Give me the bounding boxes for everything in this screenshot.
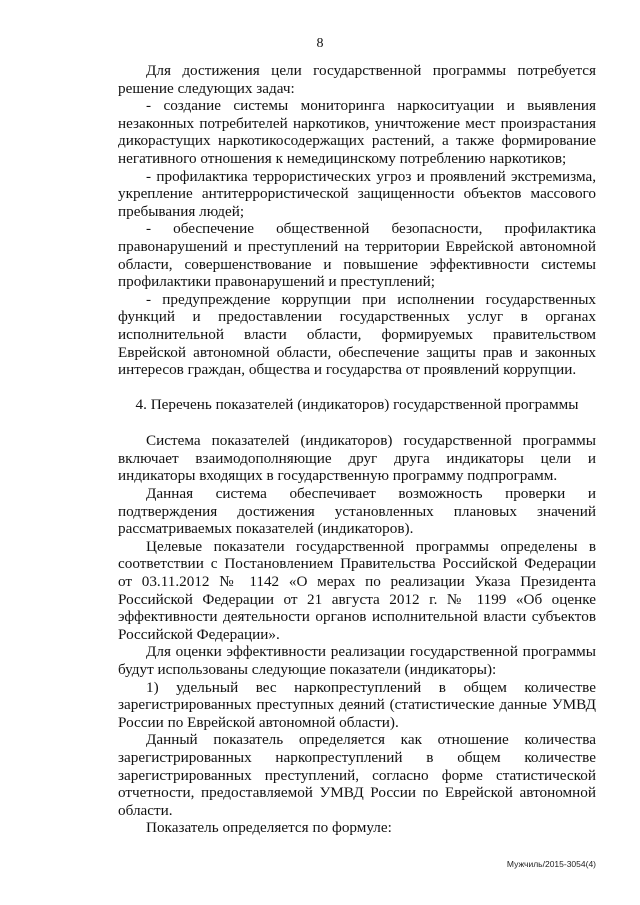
paragraph-task-monitoring: - создание системы мониторинга наркоситуации и выявления незаконных потребителей наркотиков, уничтожение мест произрастания дикорастущих наркотикосодержащих растений, а также формирование негативного отношения к немедицинскому потреблению наркотиков; xyxy=(118,97,596,167)
paragraph-task-corruption: - предупреждение коррупции при исполнении государственных функций и предоставлении государственных услуг в органах исполнительной власти области, формируемых правительством Еврейской автономной области, обеспечение защиты прав и законных интересов граждан, общества и государства от проявлений коррупции. xyxy=(118,290,596,379)
document-body xyxy=(118,62,596,837)
paragraph-indicator-1: 1) удельный вес наркопреступлений в общем количестве зарегистрированных преступных деяний (статистические данные УМВД России по Еврейской автономной области). xyxy=(118,678,596,731)
paragraph-verification: Данная система обеспечивает возможность проверки и подтверждения достижения установленных плановых значений рассматриваемых показателей (индикаторов). xyxy=(118,485,596,538)
paragraph-indicator-definition: Данный показатель определяется как отношение количества зарегистрированных наркопреступлений в общем количестве зарегистрированных преступлений, согласно форме статистической отчетности, предоставляемой УМВД России по Еврейской автономной области. xyxy=(118,731,596,819)
page-number: 8 xyxy=(316,36,324,51)
paragraph-indicator-system: Система показателей (индикаторов) государственной программы включает взаимодополняющие друг друга индикаторы цели и индикаторы входящих в государственную программу подпрограмм. xyxy=(118,432,596,485)
section-heading: 4. Перечень показателей (индикаторов) государственной программы xyxy=(135,395,579,413)
paragraph-evaluation-intro: Для оценки эффективности реализации государственной программы будут использованы следующие показатели (индикаторы): xyxy=(118,643,596,678)
paragraph-task-terrorism: - профилактика террористических угроз и проявлений экстремизма, укрепление антитеррористической защищенности объектов массового пребывания людей; xyxy=(118,167,596,220)
document-code: Мужчиль/2015-3054(4) xyxy=(506,859,596,869)
paragraph-task-public-safety: - обеспечение общественной безопасности, профилактика правонарушений и преступлений на территории Еврейской автономной области, совершенствование и повышение эффективности системы профилактики правонарушений и преступлений; xyxy=(118,220,596,291)
paragraph-target-indicators: Целевые показатели государственной программы определены в соответствии с Постановлением Правительства Российской Федерации от 03.11.2012 № 1142 «О мерах по реализации Указа Президента Российской Федерации от 21 августа 2012 г. № 1199 «Об оценке эффективности деятельности органов исполнительной власти субъектов Российской Федерации». xyxy=(118,537,596,643)
paragraph-formula-intro: Показатель определяется по формуле: xyxy=(146,819,392,837)
paragraph-tasks-intro: Для достижения цели государственной программы потребуется решение следующих задач: xyxy=(118,62,596,97)
